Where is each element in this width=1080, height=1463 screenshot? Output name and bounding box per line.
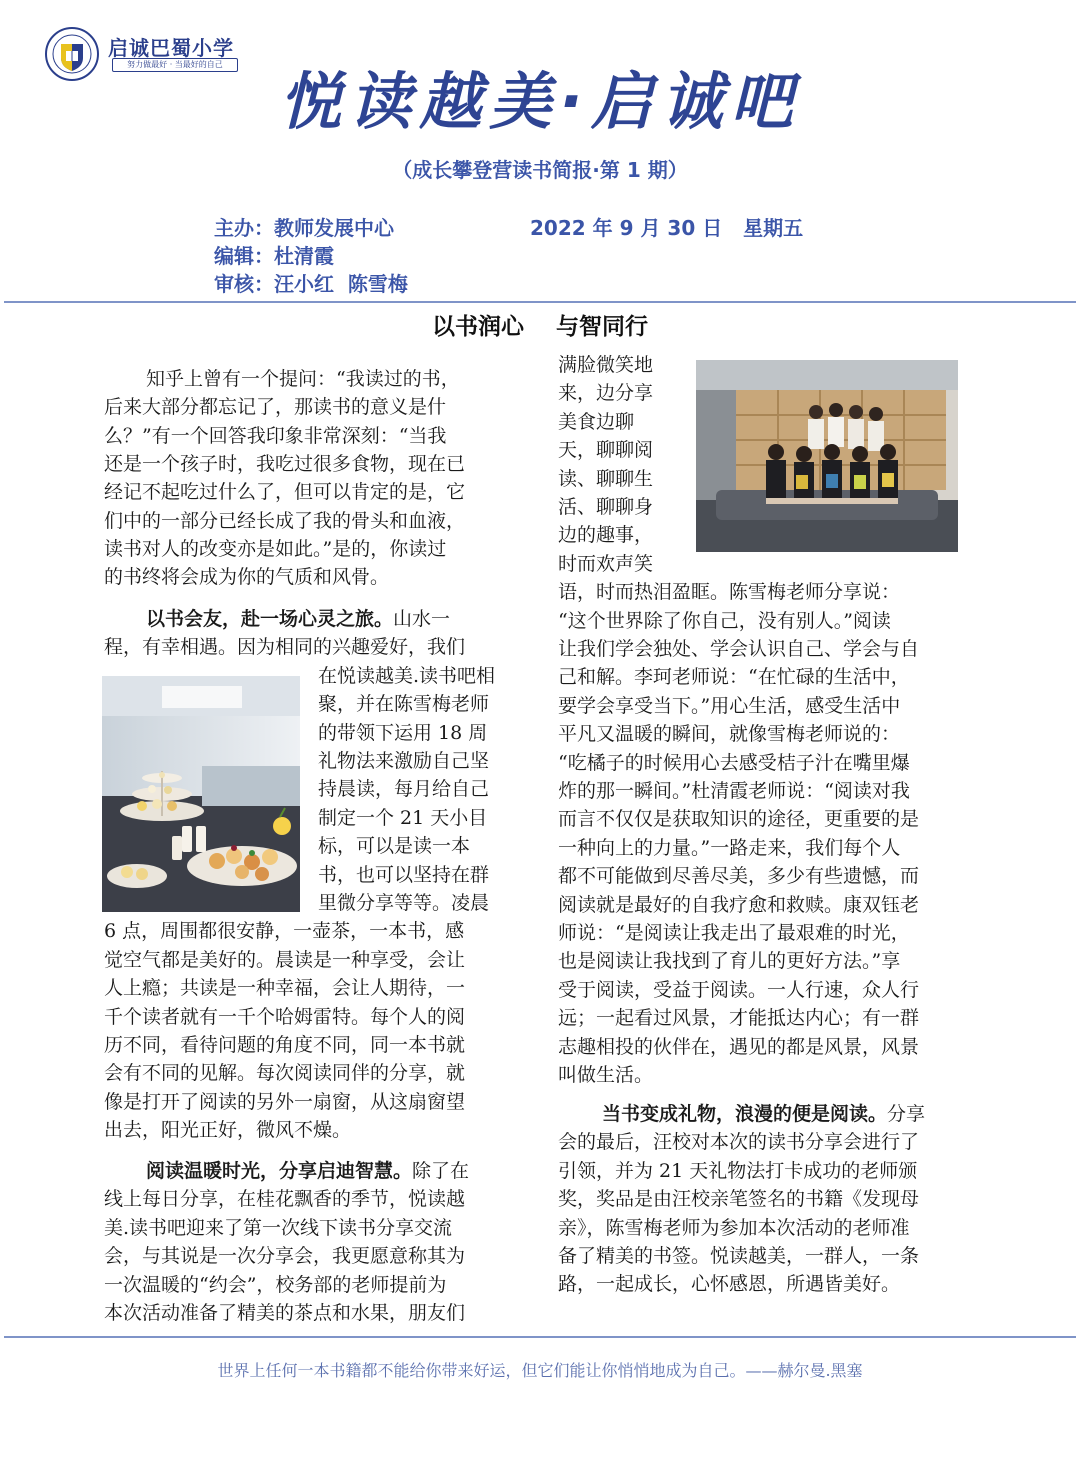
article-text: “吃橘子的时候用心去感受桔子汁在嘴里爆 (558, 751, 910, 774)
organizer: 主办：教师发展中心 (214, 216, 394, 240)
article-text: 语，时而热泪盈眶。陈雪梅老师分享说： (558, 581, 901, 604)
article-line (318, 806, 487, 830)
article-line (104, 1118, 351, 1142)
article-line (602, 1102, 925, 1126)
article-line (104, 1244, 465, 1268)
article-text: 历不同，看待问题的角度不同，同一本书就 (104, 1034, 466, 1056)
article-text: 书，也可以坚持在群 (318, 863, 490, 886)
article-line (104, 395, 446, 419)
article-text: 线上每日分享，在桂花飘香的季节，悦读越 (104, 1188, 466, 1211)
article-line (104, 919, 464, 943)
section-lead: 当书变成礼物，浪漫的便是阅读。 (602, 1103, 888, 1125)
article-line (318, 777, 489, 801)
article-line (104, 948, 465, 972)
article-line (146, 607, 450, 631)
newsletter-title: 悦读越美·启诚吧 (279, 65, 801, 138)
school-name: 启诚巴蜀小学 (108, 36, 234, 60)
article-line (318, 721, 487, 745)
article-line (558, 807, 919, 831)
article-line (104, 452, 465, 476)
article-text: 聚，并在陈雪梅老师 (318, 693, 490, 716)
article-text: 在悦读越美.读书吧相 (318, 664, 496, 687)
article-text: 备了精美的书签。悦读越美，一群人，一条 (558, 1245, 920, 1267)
publish-date: 2022 年 9 月 30 日 星期五 (530, 216, 804, 240)
article-line (104, 1005, 465, 1029)
article-line (558, 1006, 919, 1030)
article-text: 路，一起成长，心怀感恩，所遇皆美好。 (558, 1273, 901, 1296)
article-line (558, 438, 653, 462)
article-line (558, 1272, 900, 1296)
article-line (104, 480, 465, 504)
article-line (558, 1244, 919, 1268)
article-text: 千个读者就有一千个哈姆雷特。每个人的阅 (104, 1005, 466, 1028)
article-line (558, 353, 653, 377)
article-text: 知乎上曾有一个提问：“我读过的书， (146, 368, 460, 390)
article-text: 出去，阳光正好，微风不燥。 (104, 1119, 352, 1142)
reviewer: 审核：汪小红 陈雪梅 (214, 272, 408, 296)
article-line (104, 1061, 465, 1085)
article-line (558, 893, 919, 917)
section-lead: 阅读温暖时光，分享启迪智慧。 (146, 1160, 413, 1182)
article-headline: 以书润心 与智同行 (431, 314, 649, 340)
article-text: 活、聊聊身 (558, 496, 654, 518)
article-text: 奖，奖品是由汪校亲笔签名的书籍《发现母 (558, 1188, 920, 1211)
article-line (558, 779, 910, 803)
article-line (558, 836, 900, 860)
article-text: 本次活动准备了精美的茶点和水果，朋友们 (104, 1302, 466, 1324)
article-line (104, 565, 389, 589)
article-line (104, 1216, 452, 1240)
article-line (558, 921, 910, 945)
article-line (558, 552, 653, 576)
article-line (558, 580, 900, 604)
article-line (558, 949, 900, 973)
article-line (558, 1216, 910, 1240)
article-text: 觉空气都是美好的。晨读是一种享受，会让 (104, 948, 466, 971)
article-line (318, 863, 489, 887)
article-text: 一次温暖的“约会”，校务部的老师提前为 (104, 1273, 447, 1296)
article-text: 后来大部分都忘记了，那读书的意义是什 (104, 396, 447, 419)
article-text: 己和解。李珂老师说：“在忙碌的生活中， (558, 666, 910, 689)
school-motto: 努力做最好 · 当最好的自己 (112, 58, 238, 72)
article-line (318, 692, 489, 716)
article-line (104, 537, 446, 561)
article-text: 读书对人的改变亦是如此。”是的，你读过 (104, 537, 447, 560)
article-text: 像是打开了阅读的另外一扇窗，从这扇窗望 (104, 1090, 466, 1113)
article-text: 经记不起吃过什么了，但可以肯定的是，它 (104, 481, 466, 504)
article-text: “这个世界除了你自己，没有别人。”阅读 (558, 609, 891, 632)
article-line (104, 424, 446, 448)
article-text: 天，聊聊阅 (558, 439, 654, 462)
article-line (318, 891, 489, 915)
article-text: 要学会享受当下。”用心生活，感受生活中 (558, 694, 901, 717)
article-text: 持晨读，每月给自己 (318, 778, 490, 801)
article-text: 平凡又温暖的瞬间，就像雪梅老师说的： (558, 723, 901, 746)
article-text: 礼物法来激励自己坚 (318, 750, 490, 772)
article-text: 分享 (887, 1103, 926, 1125)
article-text: 而言不仅仅是获取知识的途径，更重要的是 (558, 808, 920, 831)
article-text: 阅读就是最好的自我疗愈和救赎。康双钰老 (558, 893, 920, 916)
article-text: 受于阅读，受益于阅读。一人行速，众人行 (558, 978, 920, 1001)
article-line (558, 609, 891, 633)
article-line (104, 1033, 465, 1057)
article-text: 们中的一部分已经长成了我的骨头和血液， (104, 509, 466, 532)
article-text: 除了在 (412, 1160, 470, 1182)
article-line (558, 1063, 653, 1087)
article-line (558, 1187, 919, 1211)
article-line (104, 1301, 465, 1325)
article-text: 读、聊聊生 (558, 467, 654, 490)
dessert-table-photo (102, 676, 300, 912)
section-lead: 以书会友，赴一场心灵之旅。 (146, 608, 394, 630)
article-text: 山水一 (393, 608, 451, 630)
article-text: 还是一个孩子时，我吃过很多食物，现在已 (104, 452, 466, 475)
article-line (558, 978, 919, 1002)
article-text: 时而欢声笑 (558, 552, 654, 575)
article-text: 的书终将会成为你的气质和风骨。 (104, 566, 390, 589)
header-divider (4, 301, 1076, 303)
article-line (558, 1035, 919, 1059)
article-text: 6 点，周围都很安静，一壶茶，一本书，感 (104, 920, 465, 943)
article-text: 会有不同的见解。每次阅读同伴的分享，就 (104, 1062, 466, 1085)
article-text: 人上瘾；共读是一种幸福，会让人期待，一 (104, 977, 466, 1000)
article-line (104, 635, 465, 659)
article-text: 里微分享等等。凌晨 (318, 892, 490, 914)
article-line (558, 410, 634, 434)
article-text: 美食边聊 (558, 410, 635, 433)
article-text: 让我们学会独处、学会认识自己、学会与自 (558, 638, 920, 660)
article-text: 制定一个 21 天小目 (318, 806, 488, 829)
article-line (558, 495, 653, 519)
article-text: 标，可以是读一本 (318, 835, 471, 858)
article-line (558, 694, 900, 718)
article-text: 一种向上的力量。”一路走来，我们每个人 (558, 836, 901, 859)
article-line (558, 523, 653, 547)
article-text: 也是阅读让我找到了育儿的更好方法。”享 (558, 950, 901, 973)
article-line (558, 665, 910, 689)
article-text: 都不可能做到尽善尽美，多少有些遗憾，而 (558, 865, 920, 888)
article-line (558, 722, 900, 746)
article-line (558, 381, 653, 405)
article-line (558, 1130, 919, 1154)
article-line (318, 664, 495, 688)
article-text: 的带领下运用 18 周 (318, 721, 488, 744)
article-text: 志趣相投的伙伴在，遇见的都是风景，风景 (558, 1035, 920, 1058)
editor: 编辑：杜清霞 (214, 244, 334, 268)
article-text: 边的趣事， (558, 524, 654, 547)
article-line (558, 864, 919, 888)
article-text: 叫做生活。 (558, 1064, 654, 1086)
article-line (104, 509, 465, 533)
footer-quote: 世界上任何一本书籍都不能给你带来好运，但它们能让你悄悄地成为自己。——赫尔曼.黑塞 (217, 1361, 863, 1380)
article-line (104, 1090, 465, 1114)
article-text: 么？”有一个回答我印象非常深刻：“当我 (104, 424, 447, 447)
article-text: 美.读书吧迎来了第一次线下读书分享交流 (104, 1216, 453, 1239)
issue-label: （成长攀登营读书简报·第 1 期） (392, 158, 688, 182)
article-text: 来，边分享 (558, 382, 654, 405)
article-text: 引领，并为 21 天礼物法打卡成功的老师颁 (558, 1159, 918, 1182)
teachers-group-photo (696, 360, 958, 552)
article-line (318, 749, 489, 773)
article-text: 师说：“是阅读让我走出了最艰难的时光， (558, 922, 910, 944)
article-text: 会，与其说是一次分享会，我更愿意称其为 (104, 1245, 466, 1268)
article-text: 会的最后，汪校对本次的读书分享会进行了 (558, 1131, 920, 1154)
article-text: 程，有幸相遇。因为相同的兴趣爱好，我们 (104, 636, 466, 659)
article-line (104, 1187, 465, 1211)
article-line (558, 751, 910, 775)
article-line (146, 1159, 469, 1183)
article-line (146, 367, 460, 391)
article-line (558, 637, 919, 661)
article-text: 炸的那一瞬间。”杜清霞老师说：“阅读对我 (558, 780, 910, 802)
article-line (104, 1273, 446, 1297)
article-text: 满脸微笑地 (558, 354, 654, 376)
article-line (318, 834, 470, 858)
article-line (104, 976, 465, 1000)
article-line (558, 1159, 917, 1183)
article-text: 远；一起看过风景，才能抵达内心；有一群 (558, 1007, 920, 1030)
article-line (558, 467, 653, 491)
footer-divider (4, 1336, 1076, 1338)
article-text: 亲》，陈雪梅老师为参加本次活动的老师准 (558, 1216, 910, 1239)
